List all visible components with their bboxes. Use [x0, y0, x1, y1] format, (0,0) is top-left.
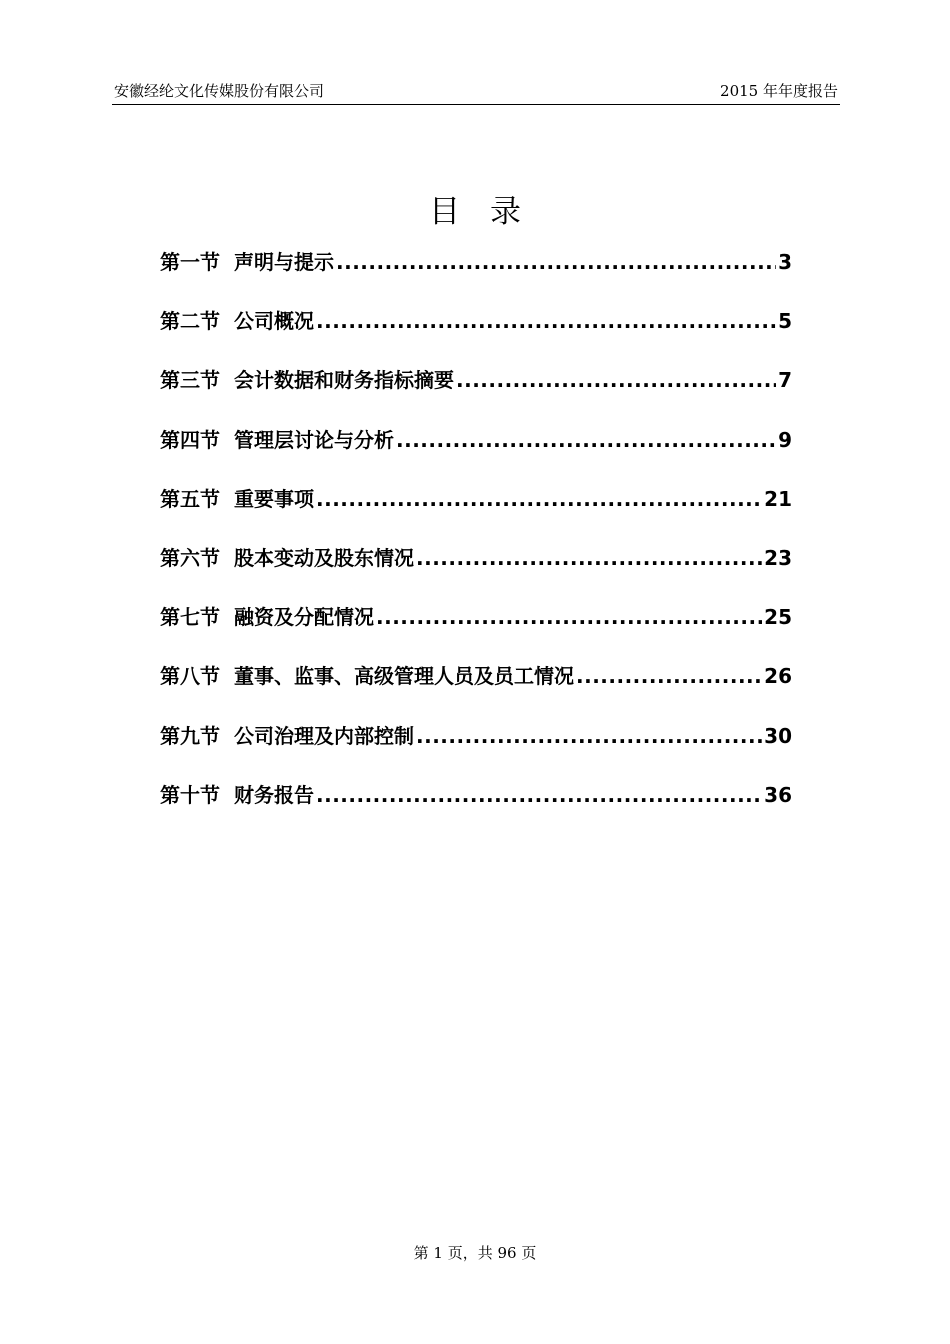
toc-section-name: 会计数据和财务指标摘要 [234, 368, 454, 393]
toc-leader [316, 306, 776, 336]
toc-leader [336, 247, 776, 277]
toc-entry[interactable] [160, 602, 792, 661]
toc-leader [416, 543, 762, 573]
toc-leader [376, 602, 762, 632]
page-footer: 第 1 页，共 96 页 [413, 1244, 537, 1262]
toc-section-number: 第一节 [160, 250, 220, 274]
toc-entry[interactable] [160, 365, 792, 424]
toc-page-number: 7 [778, 368, 792, 393]
toc-entry[interactable] [160, 543, 792, 602]
table-of-contents [160, 247, 792, 839]
toc-page-number: 3 [778, 250, 792, 274]
toc-page-number: 9 [778, 427, 792, 452]
toc-section-name: 董事、监事、高级管理人员及员工情况 [234, 664, 574, 689]
toc-leader [416, 721, 762, 751]
toc-entry[interactable] [160, 306, 792, 365]
toc-page-number: 21 [764, 486, 792, 511]
toc-entry[interactable] [160, 780, 792, 839]
toc-section-number: 第三节 [160, 368, 220, 393]
page-header [112, 78, 840, 105]
toc-page-number: 26 [764, 664, 792, 689]
report-title: 2015 年年度报告 [720, 82, 838, 100]
toc-section-name: 公司概况 [234, 309, 314, 334]
toc-title: 目录 [429, 194, 551, 230]
toc-entry[interactable] [160, 484, 792, 543]
company-name: 安徽经纶文化传媒股份有限公司 [114, 82, 325, 100]
toc-section-name: 重要事项 [234, 486, 314, 511]
toc-leader [316, 780, 762, 810]
toc-section-number: 第二节 [160, 309, 220, 334]
toc-page-number: 30 [764, 723, 792, 748]
toc-section-name: 声明与提示 [234, 250, 334, 274]
toc-section-name: 股本变动及股东情况 [234, 545, 414, 570]
toc-entry[interactable] [160, 247, 792, 306]
toc-page-number: 25 [764, 605, 792, 630]
toc-leader [456, 365, 776, 395]
toc-section-number: 第五节 [160, 486, 220, 511]
toc-section-number: 第十节 [160, 782, 220, 807]
toc-leader [576, 661, 762, 691]
toc-leader [316, 484, 762, 514]
toc-section-number: 第六节 [160, 545, 220, 570]
toc-section-name: 融资及分配情况 [234, 605, 374, 630]
toc-section-number: 第七节 [160, 605, 220, 630]
toc-section-name: 财务报告 [234, 782, 314, 807]
toc-page-number: 5 [778, 309, 792, 334]
toc-section-number: 第八节 [160, 664, 220, 689]
toc-page-number: 23 [764, 545, 792, 570]
toc-leader [396, 425, 776, 455]
toc-entry[interactable] [160, 425, 792, 484]
toc-page-number: 36 [764, 782, 792, 807]
toc-section-name: 公司治理及内部控制 [234, 723, 414, 748]
toc-entry[interactable] [160, 721, 792, 780]
toc-entry[interactable] [160, 661, 792, 720]
toc-section-number: 第四节 [160, 427, 220, 452]
toc-section-number: 第九节 [160, 723, 220, 748]
toc-section-name: 管理层讨论与分析 [234, 427, 394, 452]
